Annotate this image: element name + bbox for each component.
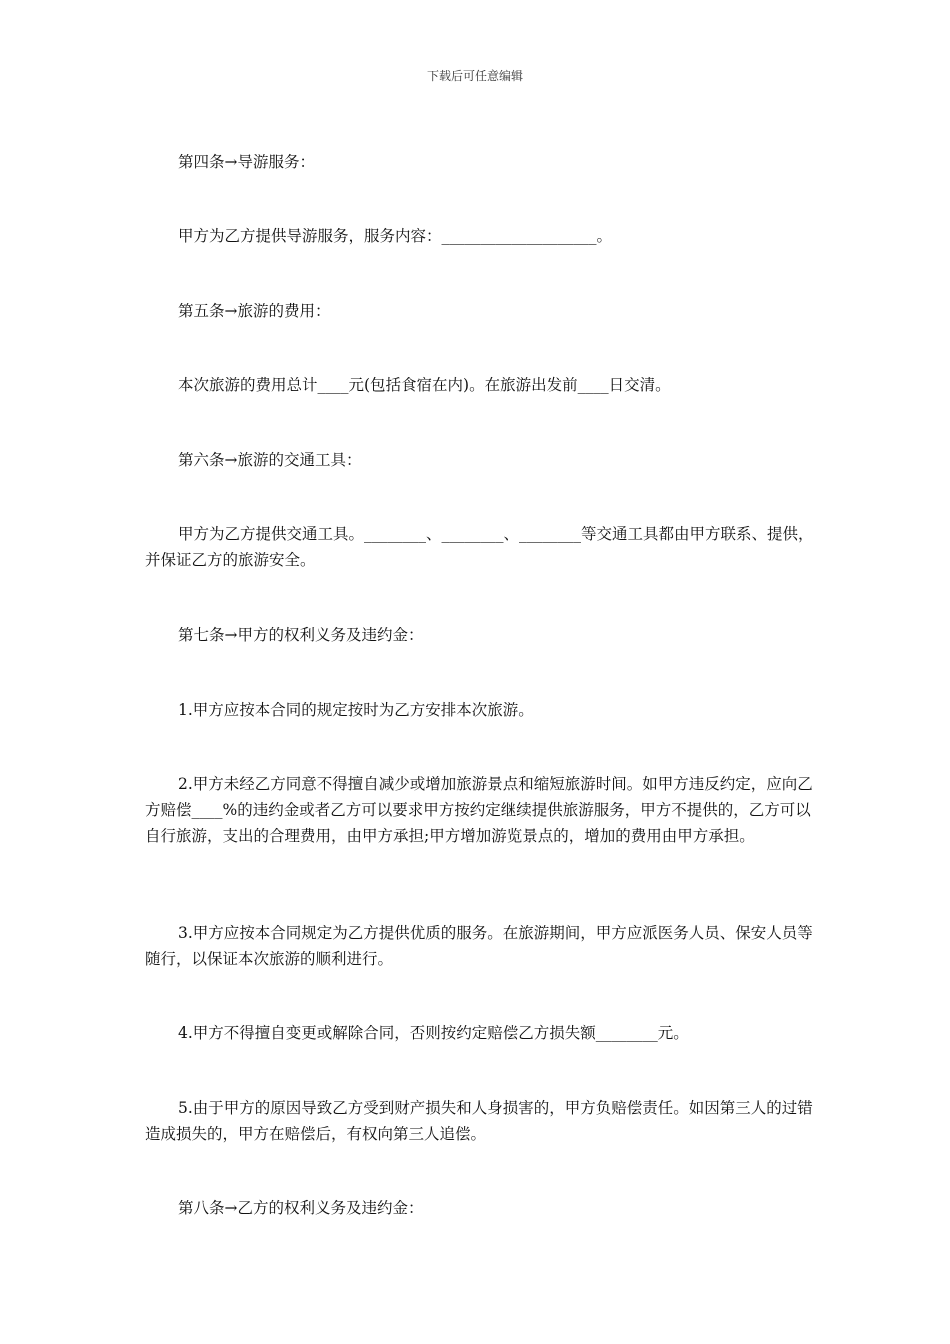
article-7-heading: 第七条→甲方的权利义务及违约金： xyxy=(178,626,424,644)
article-7-item-1: 1.甲方应按本合同的规定按时为乙方安排本次旅游。 xyxy=(178,701,534,719)
article-6-paragraph: 甲方为乙方提供交通工具。________、________、________等交通工具都由甲方联系、提供，并保证乙方的旅游安全。 xyxy=(145,525,814,569)
article-4-paragraph: 甲方为乙方提供导游服务，服务内容：____________________。 xyxy=(178,227,613,245)
article-7-item-5: 5.由于甲方的原因导致乙方受到财产损失和人身损害的，甲方负赔偿责任。如因第三人的过错造成损失的，甲方在赔偿后，有权向第三人追偿。 xyxy=(145,1099,813,1143)
article-5-paragraph: 本次旅游的费用总计____元(包括食宿在内)。在旅游出发前____日交清。 xyxy=(178,376,671,394)
article-6-heading: 第六条→旅游的交通工具： xyxy=(178,451,362,469)
article-7-item-3: 3.甲方应按本合同规定为乙方提供优质的服务。在旅游期间，甲方应派医务人员、保安人员等随行，以保证本次旅游的顺利进行。 xyxy=(145,924,813,968)
article-8-heading: 第八条→乙方的权利义务及违约金： xyxy=(178,1199,424,1217)
page-header-note: 下载后可任意编辑 xyxy=(426,69,523,83)
article-7-item-4: 4.甲方不得擅自变更或解除合同，否则按约定赔偿乙方损失额________元。 xyxy=(178,1024,689,1042)
article-4-heading: 第四条→导游服务： xyxy=(178,153,315,171)
article-7-item-2: 2.甲方未经乙方同意不得擅自减少或增加旅游景点和缩短旅游时间。如甲方违反约定，应向乙方赔偿____%的违约金或者乙方可以要求甲方按约定继续提供旅游服务，甲方不提供的，乙方可以自行旅游，支出的合理费用，由甲方承担;甲方增加游览景点的，增加的费用由甲方承担。 xyxy=(145,775,813,845)
article-5-heading: 第五条→旅游的费用： xyxy=(178,302,331,320)
